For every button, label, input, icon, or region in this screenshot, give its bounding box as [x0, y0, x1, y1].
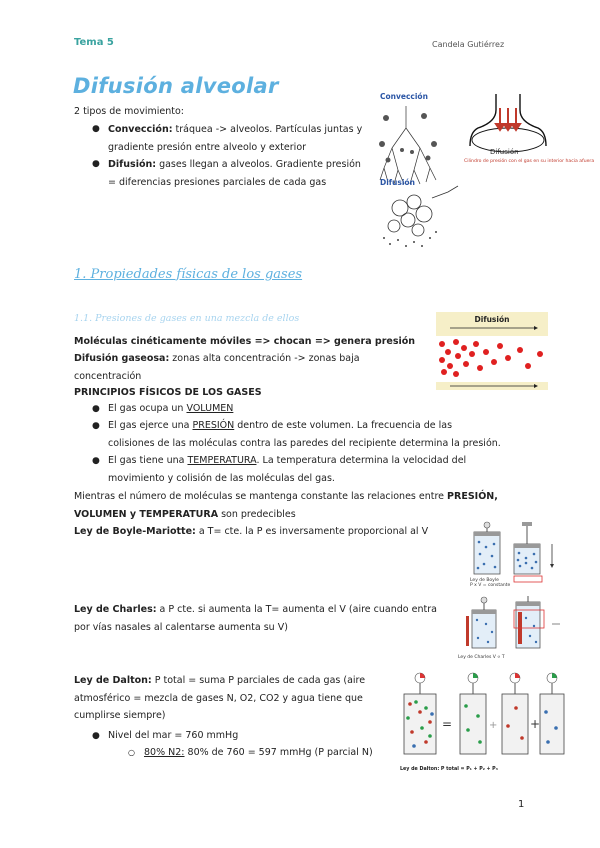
principle-temperature: El gas tiene una TEMPERATURA. La temperatura determina la velocidad del movimiento y colisión de las moléculas del gas. — [108, 455, 467, 484]
movement-convection: Convección: tráquea -> alveolos. Partículas juntas y gradiente presión entre alveolo y exterior — [108, 124, 363, 153]
boyle-fig-formula: P x V = constante — [470, 583, 511, 588]
sea-level: Nivel del mar = 760 mmHg — [108, 730, 239, 741]
bullet-icon: ● — [92, 124, 100, 134]
fig1-caption: Cilindro de presión con el gas en su interior hacia afuera — [464, 159, 595, 164]
topic-label: Tema 5 — [74, 37, 114, 48]
page-number: 1 — [518, 799, 525, 810]
fig1-label-diffusion: Difusión — [380, 178, 415, 187]
dalton-figure — [396, 672, 566, 776]
gaseous-diffusion: Difusión gaseosa: zonas alta concentración -> zonas baja concentración — [74, 353, 360, 382]
principle-pressure: El gas ejerce una PRESIÓN dentro de este volumen. La frecuencia de las colisiones de las moléculas contra las paredes del recipiente determina la presión. — [108, 420, 501, 449]
constant-relation: Mientras el número de moléculas se mantenga constante las relaciones entre PRESIÓN, VOLUMEN y TEMPERATURA son predecibles — [74, 491, 498, 520]
section-title: 1. Propiedades físicas de los gases — [74, 267, 303, 282]
boyle-law: Ley de Boyle-Mariotte: a T= cte. la P es inversamente proporcional al V — [74, 526, 429, 537]
fig1-label-diffusion-2: Difusión — [490, 148, 519, 156]
page-title: Difusión alveolar — [73, 74, 279, 98]
charles-figure — [456, 596, 566, 666]
bullet-icon: ● — [92, 421, 100, 431]
diffusion-tube-figure — [436, 312, 548, 394]
bullet-icon: ● — [92, 731, 100, 741]
fig1-label-convection: Convección — [380, 92, 428, 101]
principles-title: PRINCIPIOS FÍSICOS DE LOS GASES — [74, 387, 262, 398]
author-name: Candela Gutiérrez — [432, 40, 505, 49]
convection-diffusion-figure — [378, 88, 595, 252]
movement-diffusion: Difusión: gases llegan a alveolos. Gradiente presión = diferencias presiones parciales de cada gas — [108, 159, 361, 188]
dalton-law: Ley de Dalton: P total = suma P parciales de cada gas (aire atmosférico = mezcla de gases N, O2, CO2 y agua tiene que cumplirse siempre) — [74, 675, 366, 721]
molecules-text: Moléculas cinéticamente móviles => chocan => genera presión — [74, 336, 416, 347]
svg-text:+: + — [489, 720, 498, 731]
svg-text:=: = — [442, 717, 453, 731]
charles-law: Ley de Charles: a P cte. si aumenta la T= aumenta el V (aire cuando entra por vías nasales al calentarse aumenta su V) — [74, 604, 437, 633]
intro-text: 2 tipos de movimiento: — [74, 106, 184, 117]
subsection-title: 1.1. Presiones de gases en una mezcla de ellos — [74, 313, 300, 324]
circle-bullet-icon: ○ — [128, 748, 135, 757]
charles-fig-caption: Ley de Charles V ∝ T — [458, 655, 505, 660]
bullet-icon: ● — [92, 404, 100, 414]
n2-partial-pressure: 80% N2: 80% de 760 = 597 mmHg (P parcial N) — [144, 747, 373, 758]
boyle-fig-label: Ley de Boyle — [470, 578, 499, 583]
bullet-icon: ● — [92, 456, 100, 466]
principle-volume: El gas ocupa un VOLUMEN — [108, 403, 234, 414]
dalton-fig-caption: Ley de Dalton: P total = P₁ + P₂ + P₃ — [400, 767, 498, 772]
boyle-figure — [466, 522, 566, 586]
svg-text:+: + — [530, 717, 541, 731]
fig2-title: Difusión — [474, 315, 510, 324]
bullet-icon: ● — [92, 159, 100, 169]
